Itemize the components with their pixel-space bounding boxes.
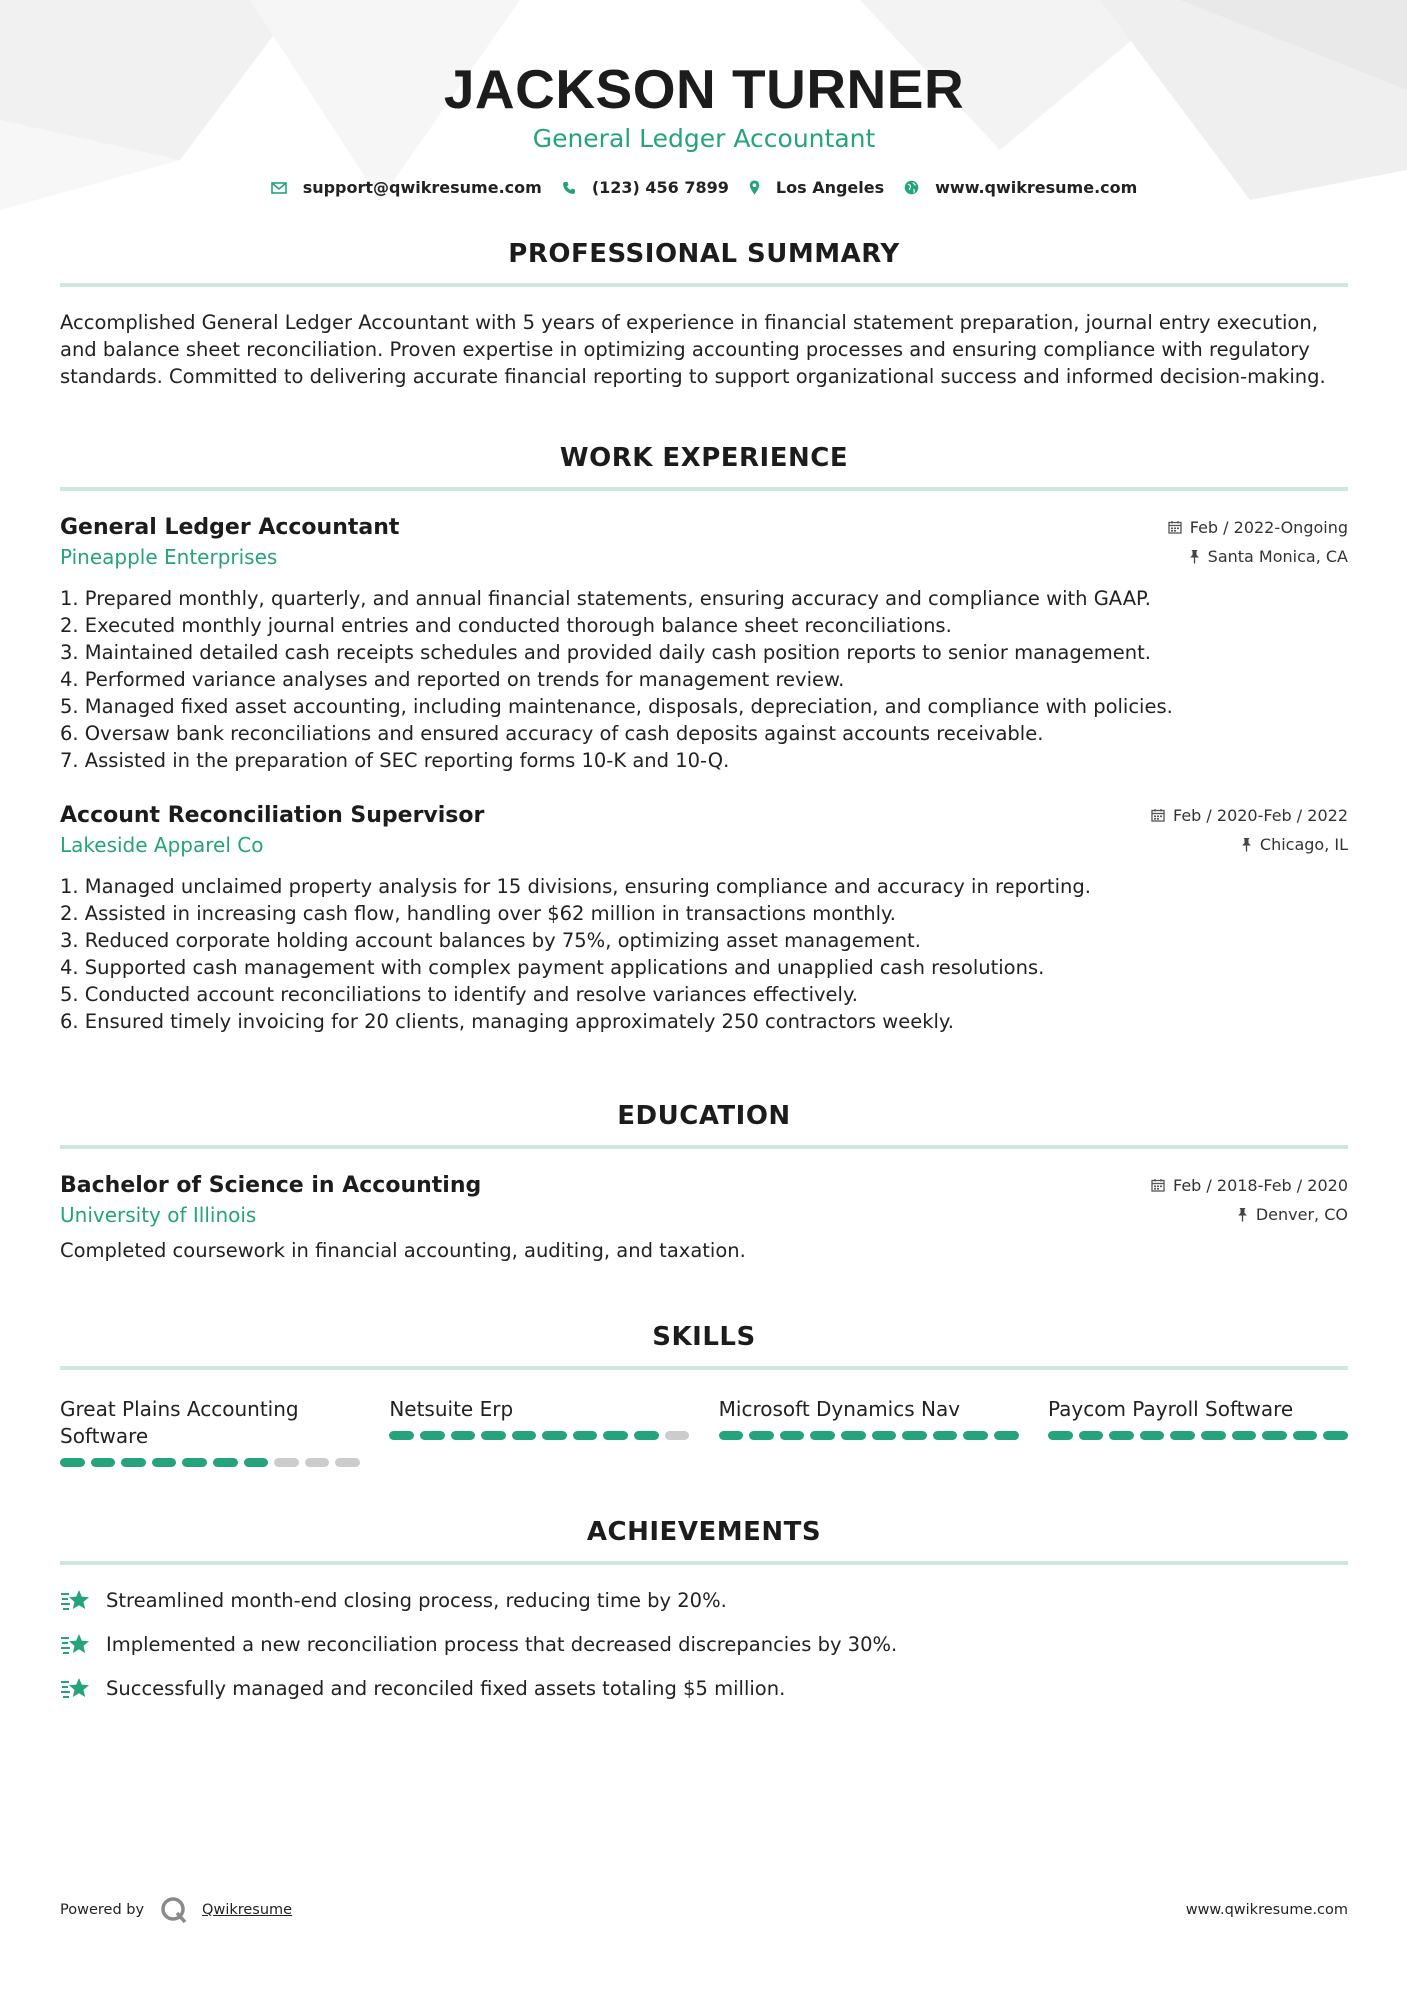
skill-level-segment xyxy=(1201,1431,1226,1440)
skill-level-bar xyxy=(1048,1431,1348,1440)
candidate-name: JACKSON TURNER xyxy=(443,58,965,120)
skill-level-segment xyxy=(1079,1431,1104,1440)
job-dates xyxy=(1151,806,1348,825)
list-item: 4. Performed variance analyses and reported on trends for management review. xyxy=(60,668,845,691)
section-divider xyxy=(60,1366,1348,1370)
skill-name: Netsuite Erp xyxy=(389,1397,514,1421)
skill-level-segment xyxy=(603,1431,628,1440)
achievement-item xyxy=(60,1675,1348,1702)
skill-level-segment xyxy=(810,1431,835,1440)
contact-email[interactable] xyxy=(271,178,542,197)
job-company: Pineapple Enterprises xyxy=(60,545,278,569)
skill-level-segment xyxy=(1323,1431,1348,1440)
skills-section xyxy=(60,1320,1348,1467)
contact-website-text: www.qwikresume.com xyxy=(935,178,1138,197)
degree-title: Bachelor of Science in Accounting xyxy=(60,1173,482,1198)
school-name: University of Illinois xyxy=(60,1203,257,1227)
section-divider xyxy=(60,1561,1348,1565)
shooting-star-icon xyxy=(60,1676,92,1702)
skill-level-segment xyxy=(420,1431,445,1440)
achievement-text: Implemented a new reconciliation process that decreased discrepancies by 30%. xyxy=(106,1633,898,1656)
achievement-item xyxy=(60,1587,1348,1614)
list-item: 2. Executed monthly journal entries and conducted thorough balance sheet reconciliations. xyxy=(60,614,952,637)
resume-page xyxy=(60,0,1348,1719)
skill-level-segment xyxy=(1109,1431,1134,1440)
powered-by-label: Powered by xyxy=(60,1902,145,1918)
skill-level-segment xyxy=(1140,1431,1165,1440)
calendar-icon xyxy=(1151,808,1165,822)
list-item: 3. Maintained detailed cash receipts schedules and provided daily cash position reports to senior management. xyxy=(60,641,1151,664)
achievement-text: Successfully managed and reconciled fixed assets totaling $5 million. xyxy=(106,1677,786,1700)
job-dates-text: Feb / 2020-Feb / 2022 xyxy=(1173,805,1348,825)
skill-level-segment xyxy=(542,1431,567,1440)
skill-level-segment xyxy=(121,1458,146,1467)
skill-level-segment xyxy=(634,1431,659,1440)
section-divider xyxy=(60,1145,1348,1149)
skill-level-segment xyxy=(749,1431,774,1440)
skill-item xyxy=(719,1396,1019,1467)
education-dates-text: Feb / 2018-Feb / 2020 xyxy=(1173,1175,1348,1195)
skill-level-segment xyxy=(665,1431,690,1440)
job-location xyxy=(1241,835,1348,854)
phone-icon xyxy=(562,181,576,195)
skill-level-segment xyxy=(152,1458,177,1467)
skill-level-segment xyxy=(780,1431,805,1440)
job-entry xyxy=(60,513,1348,774)
summary-heading: PROFESSIONAL SUMMARY xyxy=(508,239,900,269)
contact-phone-text: (123) 456 7899 xyxy=(591,178,729,197)
candidate-title: General Ledger Accountant xyxy=(532,124,876,153)
globe-icon xyxy=(904,180,919,195)
section-divider xyxy=(60,283,1348,287)
achievements-heading: ACHIEVEMENTS xyxy=(586,1517,822,1547)
skill-level-segment xyxy=(1293,1431,1318,1440)
education-entry xyxy=(60,1171,1348,1264)
list-item: 6. Ensured timely invoicing for 20 clients, managing approximately 250 contractors weekly. xyxy=(60,1010,954,1033)
list-item: 6. Oversaw bank reconciliations and ensured accuracy of cash deposits against accounts receivable. xyxy=(60,722,1044,745)
skill-level-segment xyxy=(389,1431,414,1440)
skill-level-segment xyxy=(1232,1431,1257,1440)
resume-header xyxy=(60,0,1348,197)
job-company: Lakeside Apparel Co xyxy=(60,833,264,857)
envelope-icon xyxy=(271,182,287,194)
contact-bar xyxy=(60,178,1348,197)
contact-phone[interactable] xyxy=(562,178,729,197)
skill-level-segment xyxy=(182,1458,207,1467)
job-location-text: Santa Monica, CA xyxy=(1207,547,1348,566)
list-item: 3. Reduced corporate holding account balances by 75%, optimizing asset management. xyxy=(60,929,921,952)
skill-level-segment xyxy=(719,1431,744,1440)
skill-level-segment xyxy=(1170,1431,1195,1440)
page-footer xyxy=(60,1896,1348,1924)
job-entry xyxy=(60,801,1348,1035)
skill-level-segment xyxy=(1048,1431,1073,1440)
skill-name: Microsoft Dynamics Nav xyxy=(718,1397,961,1421)
skill-level-segment xyxy=(60,1458,85,1467)
qwikresume-logo-icon xyxy=(160,1896,188,1924)
list-item: 4. Supported cash management with complex payment applications and unapplied cash resolutions. xyxy=(60,956,1045,979)
job-duties xyxy=(60,873,1348,1035)
skill-name: Great Plains Accounting Software xyxy=(60,1397,299,1448)
education-description: Completed coursework in financial accounting, auditing, and taxation. xyxy=(60,1239,746,1262)
skill-item xyxy=(60,1396,360,1467)
achievement-text: Streamlined month-end closing process, reducing time by 20%. xyxy=(106,1589,727,1612)
education-location xyxy=(1237,1205,1348,1224)
pushpin-icon xyxy=(1237,1207,1248,1222)
skill-name: Paycom Payroll Software xyxy=(1047,1397,1294,1421)
skill-level-bar xyxy=(60,1458,360,1467)
shooting-star-icon xyxy=(60,1632,92,1658)
shooting-star-icon xyxy=(60,1588,92,1614)
contact-email-text: support@qwikresume.com xyxy=(302,178,542,197)
footer-website[interactable]: www.qwikresume.com xyxy=(1185,1902,1348,1918)
skill-level-segment xyxy=(1262,1431,1287,1440)
job-dates-text: Feb / 2022-Ongoing xyxy=(1189,517,1348,537)
powered-by xyxy=(60,1896,292,1924)
skill-level-segment xyxy=(451,1431,476,1440)
achievement-item xyxy=(60,1631,1348,1658)
experience-section xyxy=(60,441,1348,1035)
skill-level-segment xyxy=(335,1458,360,1467)
education-dates xyxy=(1151,1176,1348,1195)
brand-link[interactable]: Qwikresume xyxy=(202,1902,293,1918)
education-heading: EDUCATION xyxy=(617,1101,791,1131)
contact-website[interactable] xyxy=(904,178,1137,197)
skill-level-segment xyxy=(213,1458,238,1467)
skill-level-segment xyxy=(963,1431,988,1440)
pushpin-icon xyxy=(1189,549,1200,564)
education-section xyxy=(60,1099,1348,1264)
education-location-text: Denver, CO xyxy=(1255,1205,1348,1224)
skill-level-segment xyxy=(481,1431,506,1440)
skill-level-segment xyxy=(512,1431,537,1440)
skill-level-segment xyxy=(841,1431,866,1440)
skill-level-segment xyxy=(872,1431,897,1440)
job-role: General Ledger Accountant xyxy=(60,515,400,540)
skills-heading: SKILLS xyxy=(652,1322,756,1352)
achievements-section xyxy=(60,1515,1348,1702)
pushpin-icon xyxy=(1241,837,1252,852)
summary-section xyxy=(60,237,1348,390)
skill-level-segment xyxy=(274,1458,299,1467)
skills-list xyxy=(60,1396,1348,1467)
skill-level-segment xyxy=(305,1458,330,1467)
calendar-icon xyxy=(1151,1178,1165,1192)
calendar-icon xyxy=(1168,520,1182,534)
skill-level-segment xyxy=(902,1431,927,1440)
contact-location xyxy=(749,178,884,197)
skill-level-bar xyxy=(719,1431,1019,1440)
job-role: Account Reconciliation Supervisor xyxy=(60,803,485,828)
list-item: 1. Managed unclaimed property analysis for 15 divisions, ensuring compliance and accuracy in reporting. xyxy=(60,875,1091,898)
skill-item xyxy=(1048,1396,1348,1467)
job-location-text: Chicago, IL xyxy=(1259,835,1348,854)
list-item: 1. Prepared monthly, quarterly, and annual financial statements, ensuring accuracy and compliance with GAAP. xyxy=(60,587,1151,610)
achievements-list xyxy=(60,1587,1348,1702)
job-location xyxy=(1189,547,1348,566)
skill-level-segment xyxy=(933,1431,958,1440)
contact-location-text: Los Angeles xyxy=(775,178,885,197)
experience-heading: WORK EXPERIENCE xyxy=(559,443,849,473)
skill-level-segment xyxy=(573,1431,598,1440)
list-item: 2. Assisted in increasing cash flow, handling over $62 million in transactions monthly. xyxy=(60,902,896,925)
skill-item xyxy=(389,1396,689,1467)
list-item: 7. Assisted in the preparation of SEC reporting forms 10-K and 10-Q. xyxy=(60,749,730,772)
skill-level-bar xyxy=(389,1431,689,1440)
summary-text: Accomplished General Ledger Accountant with 5 years of experience in financial statement preparation, journal entry execution, and balance sheet reconciliation. Proven expertise in optimizing accounting processes and ensuring compliance with regulatory standards. Committed to delivering accurate financial reporting to support organizational success and informed decision-making. xyxy=(60,311,1326,388)
section-divider xyxy=(60,487,1348,491)
skill-level-segment xyxy=(91,1458,116,1467)
list-item: 5. Managed fixed asset accounting, including maintenance, disposals, depreciation, and compliance with policies. xyxy=(60,695,1173,718)
list-item: 5. Conducted account reconciliations to identify and resolve variances effectively. xyxy=(60,983,858,1006)
map-pin-icon xyxy=(749,180,760,195)
job-duties xyxy=(60,585,1348,774)
skill-level-segment xyxy=(244,1458,269,1467)
job-dates xyxy=(1168,518,1348,537)
skill-level-segment xyxy=(994,1431,1019,1440)
